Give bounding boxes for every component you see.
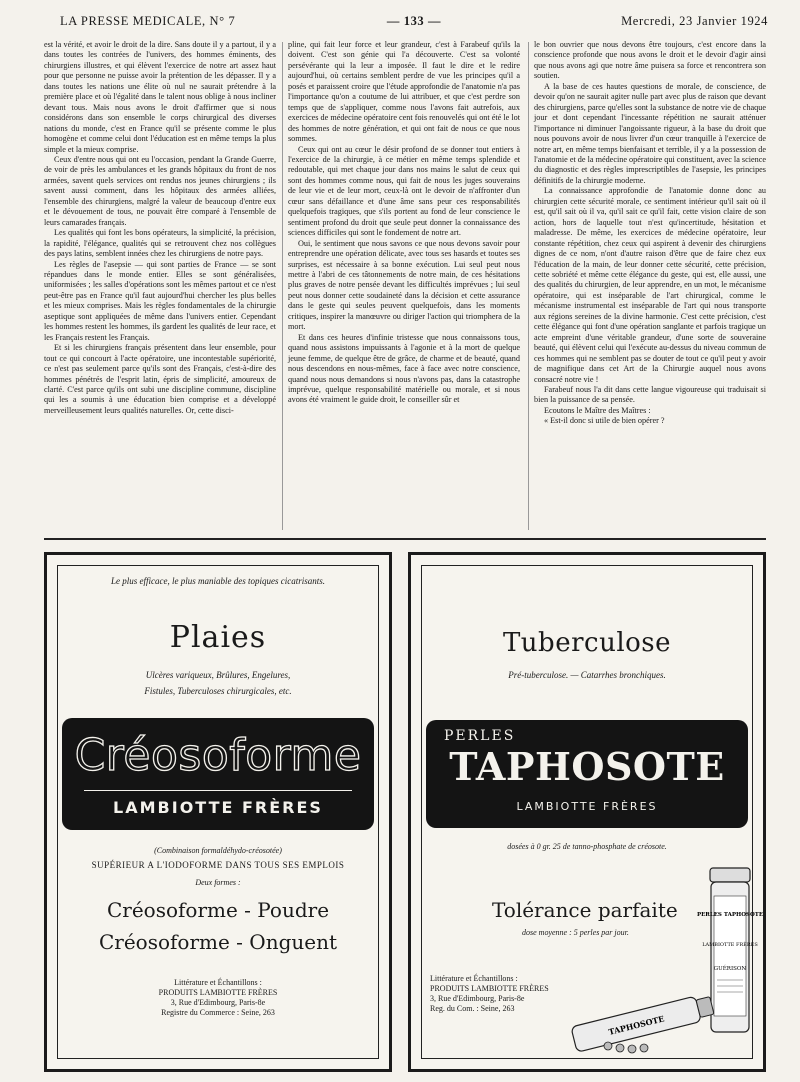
forms-label: Deux formes : <box>195 878 241 887</box>
tube-illustration <box>558 992 724 1054</box>
product-powder: Créosoforme - Poudre <box>106 898 330 922</box>
article-column-2 <box>288 40 520 532</box>
article-column-1 <box>44 40 276 532</box>
paragraph: est la vérité, et avoir le droit de la dire. Sans doute il y a partout, il y a dans toutes les contrées de l'univers, des hommes éminents, des chirurgiens illustres, et qui élèvent l'exercice de notre art assez haut pour que personne ne puisse avoir la prétention de les dépasser. Il y a dans toutes les nations une élite où nul ne saurait prétendre à la première place et où l'égalité dans le talent nous oblige à nous incliner devant tous. Mais nous avons le droit d'affirmer que si nous considérons dans son ensemble le corps chirurgical des diverses nations du monde, c'est en France qu'il se présente comme le plus homogène et comme celui dont l'éducation est en même temps la plus simple et la mieux comprise. <box>44 40 276 154</box>
tolerance-claim: Tolérance parfaite <box>492 898 678 922</box>
ad-headline: Tuberculose <box>502 628 672 658</box>
brand-maker: LAMBIOTTE FRÈRES <box>113 798 323 817</box>
contact-line: Littérature et Échantillons : <box>174 978 262 987</box>
superiority-claim: SUPÉRIEUR A L'IODOFORME DANS TOUS SES EMPLOIS <box>91 860 345 870</box>
paragraph: le bon ouvrier que nous devons être toujours, c'est encore dans la conscience profonde que nous avons le droit et le devoir d'agir ainsi que nous avons agi que notre âme puisera sa force et rencontrera son soutien. <box>534 40 766 81</box>
paragraph: Ecoutons le Maître des Maîtres : <box>544 405 651 415</box>
issue-date: Mercredi, 23 Janvier 1924 <box>621 14 768 28</box>
paragraph: Farabeuf nous l'a dit dans cette langue vigoureuse qui traduisait si bien la puissance de sa pensée. <box>534 384 766 405</box>
bottle-maker: LAMBIOTTE FRÈRES <box>702 942 758 948</box>
paragraph: Oui, le sentiment que nous savons ce que nous devons savoir pour entreprendre une opération délicate, avec tous ses hasards et toutes ses surprises, est nécessaire à sa bonne exécution. Lui seul peut nous mettre à l'abri de ces tâtonnements de notre main, de ces hésitations plus graves de notre pensée devant les difficultés imprévues ; lui seul peut nous donner cette soudaineté dans la décision et cette assurance dans le geste qui seules peuvent quelquefois, dans les moments critiques, inspirer la manœuvre ou diriger l'action qui triomphera de la mort. <box>288 238 520 332</box>
paragraph: Les qualités qui font les bons opérateurs, la simplicité, la précision, la rapidité, l'élégance, qualités qui se retrouvent chez nos collègues des pays latins, semblent innées chez les chirurgiens de notre pays. <box>44 228 276 259</box>
contact-line: 3, Rue d'Edimbourg, Paris-8e <box>430 994 525 1003</box>
dosage-note: dosées à 0 gr. 25 de tanno-phosphate de créosote. <box>507 842 667 851</box>
column-divider <box>282 42 283 530</box>
paragraph: pline, qui fait leur force et leur grandeur, c'est à Farabeuf qu'ils la doivent. C'est son génie qui l'a découverte. C'est sa volonté persévérante qui la leur a imposée. Il faut le dire et le redire aujourd'hui, où certains semblent perdre de vue les principes qu'il a posés et paraissent croire que l'étude approfondie de l'anatomie n'a pas l'importance qu'on a coutume de lui attribuer, et que c'est perdre son temps que de s'appliquer, comme nous l'avons fait autrefois, aux exercices de médecine opératoire cent fois renouvelés qui ont été le lot des hommes de notre génération, et qui ont fait de nous ce que nous sommes. <box>288 40 520 144</box>
paragraph: Ceux d'entre nous qui ont eu l'occasion, pendant la Grande Guerre, de voir de près les ambulances et les grands hôpitaux du front de nos armées, savent quels services ont rendus nos jeunes chirurgiens ; ils savent aussi comment, dans les hôpitaux des armées alliées, l'ensemble des chirurgiens, malgré la valeur de beaucoup d'entre eux et le dévouement de tous, ne pouvait être comparé à l'ensemble de leurs camarades français. <box>44 154 276 227</box>
brand-panel <box>62 718 374 830</box>
contact-line: PRODUITS LAMBIOTTE FRÈRES <box>158 988 278 997</box>
section-divider <box>44 538 766 540</box>
brand-name: TAPHOSOTE <box>449 744 725 789</box>
article-body <box>44 40 766 532</box>
ad-indications-2: Fistules, Tuberculoses chirurgicales, etc. <box>144 686 292 696</box>
journal-title: LA PRESSE MEDICALE, N° 7 <box>60 14 236 28</box>
paragraph: Et si les chirurgiens français présentent dans leur ensemble, pour tout ce qui concourt à l'acte opératoire, une incontestable supériorité, ce n'est pas seulement parce qu'ils sont des Français, c'est-à-dire des hommes pénétrés de l'esprit latin, épris de simplicité, amoureux de clarté. C'est parce qu'ils ont subi une discipline commune, discipline qui les a soumis à une éducation bien comprise et a développé merveilleusement leurs qualités naturelles. Or, cette disci- <box>44 343 276 415</box>
paragraph: « Est-il donc si utile de bien opérer ? <box>544 416 665 426</box>
taphosote-advertisement <box>408 552 766 1072</box>
paragraph: Les règles de l'asepsie — qui sont parties de France — se sont répandues dans le monde entier. Elles se sont généralisées, uniformisées ; les salles d'opérations sont les mêmes partout et ce n'est peut-être pas en France qu'il faut aujourd'hui chercher les plus belles et les mieux comprises. Mais les règles fondamentales de la chirurgie aseptique sont appliquées de même dans l'univers entier. Cependant les hommes restent les hommes, ils gardent les qualités de leur race, et les Français restent les Français. <box>44 259 276 342</box>
contact-line: 3, Rue d'Edimbourg, Paris-8e <box>170 998 266 1007</box>
ad-indications-1: Ulcères variqueux, Brûlures, Engelures, <box>145 670 291 680</box>
paragraph: A la base de ces hautes questions de morale, de conscience, de devoir qu'on ne saurait agiter nulle part avec plus de raison que devant des chirurgiens, parce qu'elles sont la substance de notre vie de chaque jour et dont cependant l'incessante répétition ne saurait atténuer l'importance ni diminuer l'angoissante rigueur, à la base du droit que nous pouvons avoir de nous livrer d'un cœur tranquille à l'exercice de notre art, en même temps bienfaisant et terrible, il y a la possession de l'anatomie et de la médecine opératoire qui constituent, avec la science du diagnostic et des règles imprescriptibles de l'asepsie, les principes définitifs de la chirurgie moderne. <box>534 81 766 185</box>
dose-average: dose moyenne : 5 perles par jour. <box>522 928 629 937</box>
brand-rule <box>84 790 352 791</box>
column-divider <box>528 42 529 530</box>
page-number: — 133 — <box>386 14 442 28</box>
ad-frame <box>421 565 764 1059</box>
contact-line: Littérature et Échantillons : <box>430 974 518 983</box>
ad-tagline: Le plus efficace, le plus maniable des topiques cicatrisants. <box>111 576 325 586</box>
bottle-label: PERLES TAPHOSOTE <box>696 912 764 918</box>
ad-contact <box>430 974 549 1014</box>
tube-label: TAPHOSOTE <box>607 1013 666 1037</box>
ad-indications: Pré-tuberculose. — Catarrhes bronchiques. <box>508 670 666 680</box>
ad-contact <box>58 978 378 1018</box>
ad-headline: Plaies <box>169 620 267 655</box>
brand-maker: LAMBIOTTE FRÈRES <box>516 800 658 813</box>
ad-frame <box>57 565 379 1059</box>
paragraph: Et dans ces heures d'infinie tristesse que nous connaissons tous, quand nous assistons impuissants à l'agonie et à la mort de quelque jeune femme, de quelque être de grâce, de charme et de beauté, quand nous descendons en nous-mêmes, face à face avec notre conscience, quand nous nous demandons si nous n'avons pas, dans la catastrophe imprévue, quelque responsabilité matérielle ou morale, et si nous avons été vraiment le guide droit, le conseiller sûr et <box>288 332 520 405</box>
creosoforme-advertisement <box>44 552 392 1072</box>
page-header <box>60 14 768 34</box>
article-column-3 <box>534 40 766 532</box>
contact-line: PRODUITS LAMBIOTTE FRÈRES <box>430 984 549 993</box>
contact-line: Reg. du Com. : Seine, 263 <box>430 1004 515 1013</box>
paragraph: Ceux qui ont au cœur le désir profond de se donner tout entiers à l'exercice de la chirurgie, à ce métier en même temps splendide et redoutable, qui met chaque jour dans nos mains le salut de ceux qui sont des hommes comme nous, qui fait de nous les juges souverains de leur vie et de leur mort, ceux-là ont le devoir de n'affronter d'un cœur sans défaillance et d'une âme sans peur ces responsabilités quelquefois tragiques, que s'ils portent au fond de leur conscience le sentiment profond du droit que seule peut donner la connaissance des sciences difficiles qui sont le fondement de notre art. <box>288 144 520 238</box>
brand-prefix: PERLES <box>444 728 516 744</box>
paragraph: La connaissance approfondie de l'anatomie donne donc au chirurgien cette sécurité morale, ce sentiment intérieur qu'il sait où il est, qu'il sait où il va, qu'il sait ce qu'il fait, cette vision claire de son action, hors de laquelle tout n'est qu'incertitude, hésitation et maladresse. De même, les exercices de médecine opératoire, leur constante répétition, chez ceux qui aspirent à devenir des chirurgiens dignes de ce nom, n'ont d'autre raison d'être que de faire chez eux l'éducation de la main, de leur donner cette sécurité, cette précision, cette sobriété et même cette élégance du geste, qui est, elle aussi, une des qualités du chirurgien, de leur apprendre, en un mot, le mécanisme opératoire, qui est inséparable de l'art chirurgical, comme le mécanisme instrumental est inséparable de l'art qui nous transporte aux régions sereines de la divine harmonie. C'est cette précision, c'est cette élégance qui font d'une opération sanglante et parfois tragique un acte empreint d'une véritable grandeur, d'une sorte de souveraine beauté, qui élèvent celui qui l'exécute au-dessus du niveau commun de ces hommes qui ne semblent pas se douter de tout ce qu'il peut y avoir de magnifique dans cet Art de la Chirurgie auquel nous avons consacré notre vie ! <box>534 186 766 384</box>
product-ointment: Créosoforme - Onguent <box>98 930 338 954</box>
brand-name: Créosoforme <box>74 730 362 781</box>
composition-note: (Combinaison formaldéhydo-créosotée) <box>154 846 282 855</box>
brand-panel <box>426 720 748 828</box>
bottle-brand: GUÉRISON <box>713 966 747 972</box>
contact-line: Registre du Commerce : Seine, 263 <box>161 1008 275 1017</box>
